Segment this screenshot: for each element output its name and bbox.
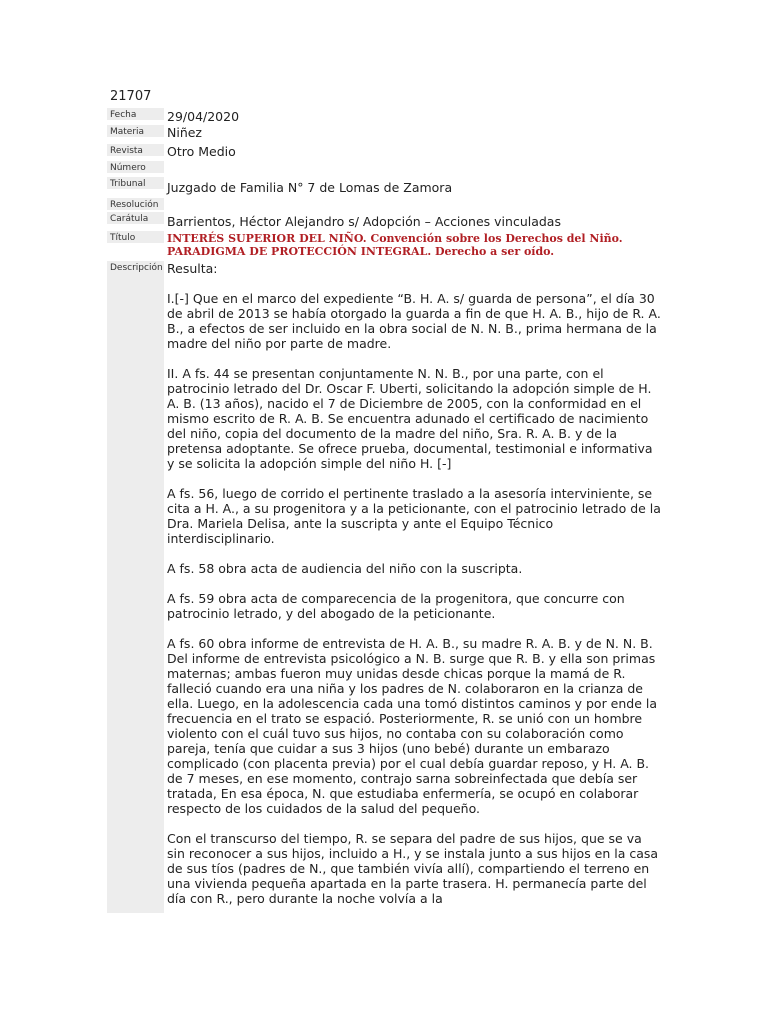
- row-resolucion: [107, 198, 663, 212]
- value-titulo: INTERÉS SUPERIOR DEL NIÑO. Convención sobre los Derechos del Niño. PARADIGMA DE PROTECCIÓN INTEGRAL. Derecho a ser oído.: [167, 232, 623, 258]
- label-tribunal: Tribunal: [107, 177, 164, 189]
- row-numero: [107, 161, 663, 175]
- label-caratula: Carátula: [107, 212, 164, 224]
- document-id: 21707: [110, 89, 152, 104]
- label-fecha: Fecha: [107, 108, 164, 120]
- label-materia: Materia: [107, 125, 164, 137]
- description-body: [164, 261, 663, 921]
- row-caratula: [107, 212, 663, 229]
- row-titulo: [107, 231, 663, 258]
- row-materia: [107, 125, 663, 140]
- description-paragraph: I.[-] Que en el marco del expediente “B. H. A. s/ guarda de persona”, el día 30 de abril de 2013 se había otorgado la guarda a fin de que H. A. B., hijo de R. A. B., a efectos de ser incluido en la obra social de N. N. B., prima hermana de la madre del niño por parte de madre.: [167, 291, 661, 351]
- label-resolucion: Resolución: [107, 198, 164, 210]
- record-table: [107, 108, 663, 921]
- row-revista: [107, 144, 663, 159]
- row-fecha: [107, 108, 663, 124]
- description-paragraph: A fs. 58 obra acta de audiencia del niño con la suscripta.: [167, 561, 523, 576]
- value-materia: Niñez: [167, 125, 202, 140]
- row-tribunal: [107, 177, 663, 195]
- description-paragraph: Con el transcurso del tiempo, R. se separa del padre de sus hijos, que se va sin reconocer a sus hijos, incluido a H., y se instala junto a sus hijos en la casa de sus tíos (padres de N., que también vivía allí), compartiendo el terreno en una vivienda pequeña apartada en la parte trasera. H. permanecía parte del día con R., pero durante la noche volvía a la: [167, 831, 659, 906]
- description-paragraph: A fs. 59 obra acta de comparecencia de la progenitora, que concurre con patrocinio letrado, y del abogado de la peticionante.: [167, 591, 625, 621]
- description-paragraph: Resulta:: [167, 261, 218, 276]
- label-revista: Revista: [107, 144, 164, 156]
- value-tribunal: Juzgado de Familia N° 7 de Lomas de Zamora: [167, 180, 453, 195]
- description-paragraph: A fs. 60 obra informe de entrevista de H. A. B., su madre R. A. B. y de N. N. B. Del informe de entrevista psicológico a N. B. surge que R. B. y ella son primas maternas; ambas fueron muy unidas desde chicas porque la mamá de R. falleció cuando era una niña y los padres de N. colaboraron en la crianza de ella. Luego, en la adolescencia cada una tomó distintos caminos y por ende la frecuencia en el trato se espació. Posteriormente, R. se unió con un hombre violento con el cuál tuvo sus hijos, no contaba con su colaboración como pareja, tenía que cuidar a sus 3 hijos (uno bebé) durante un embarazo complicado (con placenta previa) por el cual debía guardar reposo, y H. A. B. de 7 meses, en ese momento, contrajo sarna sobreinfectada que debía ser tratada, En esa época, N. que estudiaba enfermería, se ocupó en colaborar respecto de los cuidados de la salud del pequeño.: [167, 636, 658, 816]
- value-fecha: 29/04/2020: [167, 109, 240, 124]
- description-paragraph: II. A fs. 44 se presentan conjuntamente N. N. B., por una parte, con el patrocinio letrado del Dr. Oscar F. Uberti, solicitando la adopción simple de H. A. B. (13 años), nacido el 7 de Diciembre de 2005, con la conformidad en el mismo escrito de R. A. B. Se encuentra adunado el certificado de nacimiento del niño, copia del documento de la madre del niño, Sra. R. A. B. y de la pretensa adoptante. Se ofrece prueba, documental, testimonial e informativa y se solicita la adopción simple del niño H. [-]: [167, 366, 653, 471]
- value-revista: Otro Medio: [167, 144, 236, 159]
- description-paragraph: A fs. 56, luego de corrido el pertinente traslado a la asesoría interviniente, se cita a H. A., a su progenitora y a la peticionante, con el patrocinio letrado de la Dra. Mariela Delisa, ante la suscripta y ante el Equipo Técnico interdisciplinario.: [167, 486, 661, 546]
- row-descripcion: [107, 261, 663, 921]
- label-descripcion: Descripción: [107, 261, 164, 913]
- label-numero: Número: [107, 161, 164, 173]
- value-caratula: Barrientos, Héctor Alejandro s/ Adopción – Acciones vinculadas: [167, 214, 561, 229]
- label-titulo: Título: [107, 231, 164, 243]
